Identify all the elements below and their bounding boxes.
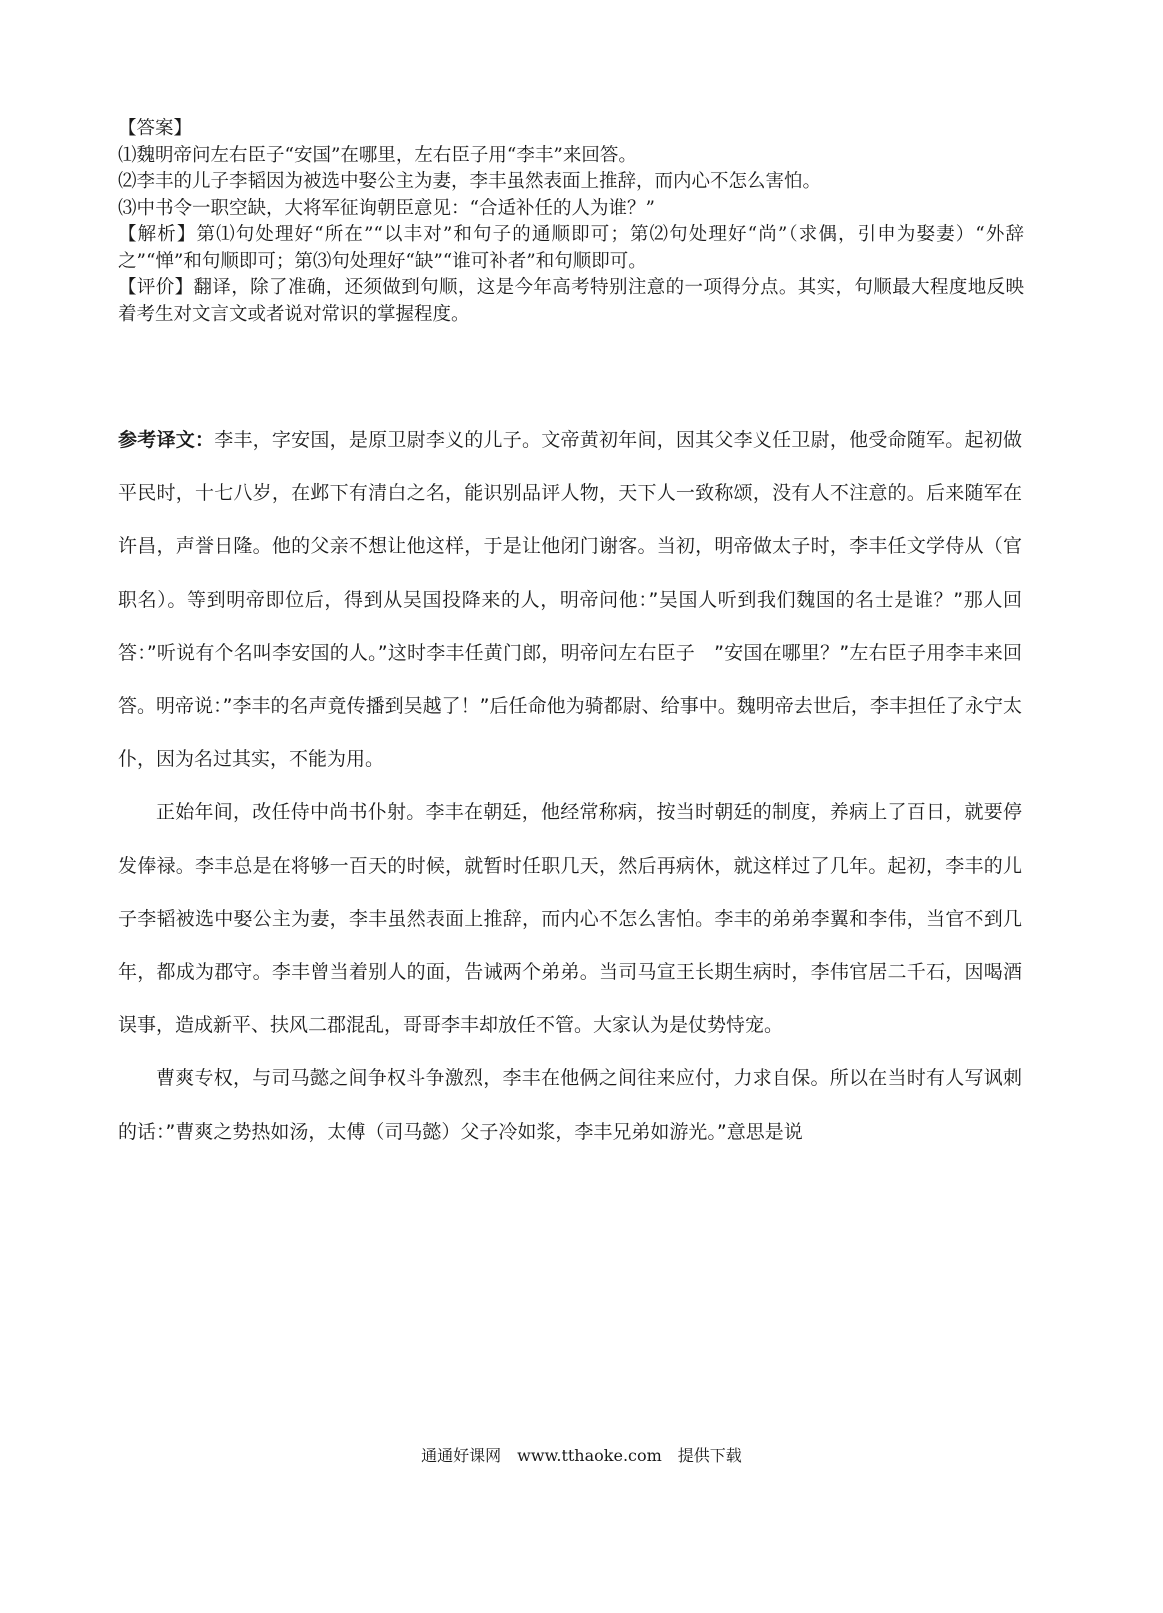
answer-heading: 【答案】 — [118, 118, 193, 139]
translation-paragraph-1 — [118, 414, 1022, 786]
comment-text: 翻译，除了准确，还须做到句顺，这是今年高考特别注意的一项得分点。其实，句顺最大程度地反映着考生对文言文或者说对常识的掌握程度。 — [118, 277, 1024, 325]
translation-section — [118, 414, 1022, 1159]
translation-paragraph-3: 曹爽专权，与司马懿之间争权斗争激烈，李丰在他俩之间往来应付，力求自保。所以在当时有人写讽刺的话：”曹爽之势热如汤，太傅（司马懿）父子冷如浆，李丰兄弟如游光。”意思是说 — [118, 1067, 1022, 1143]
comment-label: 【评价】 — [118, 277, 194, 298]
page-footer: 通通好课网 www.tthaoke.com 提供下载 — [421, 1446, 742, 1465]
analysis-paragraph — [118, 222, 1024, 275]
analysis-text: 第⑴句处理好“所在”“以丰对”和句子的通顺即可；第⑵句处理好“尚”（求偶，引申为娶妻）“外辞之”“惮”和句顺即可；第⑶句处理好“缺”“谁可补者”和句顺即可。 — [118, 224, 1024, 272]
answer-section — [118, 116, 1024, 328]
answer-item-2: ⑵李丰的儿子李韬因为被选中娶公主为妻，李丰虽然表面上推辞，而内心不怎么害怕。 — [118, 171, 822, 192]
answer-item-3: ⑶中书令一职空缺，大将军征询朝臣意见：“合适补任的人为谁？” — [118, 197, 655, 219]
answer-item-1: ⑴魏明帝问左右臣子“安国”在哪里，左右臣子用“李丰”来回答。 — [118, 144, 637, 166]
comment-paragraph — [118, 275, 1024, 328]
analysis-label: 【解析】 — [118, 224, 197, 245]
translation-text-1: 李丰，字安国，是原卫尉李义的儿子。文帝黄初年间，因其父李义任卫尉，他受命随军。起初做平民时，十七八岁，在邺下有清白之名，能识别品评人物，天下人一致称颂，没有人不注意的。后来随军在许昌，声誉日隆。他的父亲不想让他这样，于是让他闭门谢客。当初，明帝做太子时，李丰任文学侍从（官职名）。等到明帝即位后，得到从吴国投降来的人，明帝问他：”吴国人听到我们魏国的名士是谁？”那人回答：”听说有个名叫李安国的人。”这时李丰任黄门郎，明帝问左右臣子 ”安国在哪里？”左右臣子用李丰来回答。明帝说：”李丰的名声竟传播到吴越了！”后任命他为骑都尉、给事中。魏明帝去世后，李丰担任了永宁太仆，因为名过其实，不能为用。 — [118, 429, 1022, 771]
translation-paragraph-2: 正始年间，改任侍中尚书仆射。李丰在朝廷，他经常称病，按当时朝廷的制度，养病上了百日，就要停发俸禄。李丰总是在将够一百天的时候，就暂时任职几天，然后再病休，就这样过了几年。起初，李丰的儿子李韬被选中娶公主为妻，李丰虽然表面上推辞，而内心不怎么害怕。李丰的弟弟李翼和李伟，当官不到几年，都成为郡守。李丰曾当着别人的面，告诫两个弟弟。当司马宣王长期生病时，李伟官居二千石，因喝酒误事，造成新平、扶风二郡混乱，哥哥李丰却放任不管。大家认为是仗势恃宠。 — [118, 801, 1022, 1037]
translation-lead: 参考译文： — [118, 429, 215, 451]
